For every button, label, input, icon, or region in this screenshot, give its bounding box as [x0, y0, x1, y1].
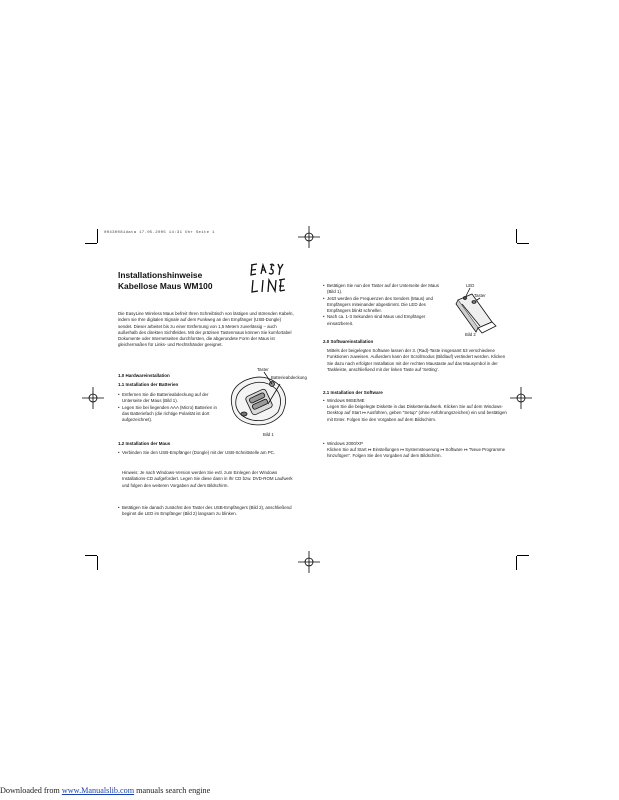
windows-2000-instructions: Klicken Sie auf Start ↦ Einstellungen ↦ Systemsteuerung ↦ Software ↦ "Neue Programme hinzufügen". Folgen Sie den Vorgaben auf dem Bildschirm. — [327, 447, 506, 459]
list-item: • Entfernen Sie die Batterieabdeckung auf der Unterseite der Maus (Bild 1). — [118, 392, 222, 405]
figure-1-caption: Bild 1 — [263, 432, 274, 437]
registration-mark-bottom — [298, 551, 320, 573]
figure-2-label-led: LED — [466, 283, 475, 288]
pairing-steps-list — [323, 283, 447, 327]
section-1-heading: 1.0 Hardwareinstallation — [118, 373, 170, 378]
registration-mark-right — [510, 387, 532, 409]
battery-steps-list — [118, 392, 222, 423]
section-2-1-heading: 2.1 Installation der Software — [323, 390, 383, 395]
section-2-heading: 2.0 Softwareinstallation — [323, 339, 374, 344]
windows-98-instructions: Legen Sie die beigelegte Diskette in das Diskettenlaufwerk. Klicken Sie auf dem Windows-Desktop auf Start ↦ Ausführen, geben "Setup" (ohne Anführungszeichen) ein und bestätigen mit Enter. Folgen Sie den Vorgaben auf dem Bildschirm. — [327, 404, 507, 422]
software-intro-paragraph: Mittels der beigelegten Software lassen der 3. (Rad)-Taste insgesamt 53 verschiedene Funktionen zuweisen. Außerdem kann der Scrollmodus (Bildlauf) verändert werden. Klicken Sie dazu nach erfolgter Installation mit der rechten Maustaste auf das Mausymbol in der Taskleiste, anschließend mit der linken Taste auf 'Setting'. — [327, 348, 506, 372]
figure-2-caption: Bild 2 — [465, 332, 476, 337]
registration-mark-left — [82, 387, 104, 409]
mouse-setup-step-2 — [118, 505, 296, 518]
list-item: • Verbinden Sie den USB-Empfänger (Dongle) mit der USB-Schnittstelle am PC. — [118, 450, 296, 456]
list-item: • Betätigen Sie danach zunächst den Taster des USB-Empfängers (Bild 2), anschließend beginnt die LED im Empfänger (Bild 2) langsam zu blinken. — [118, 505, 296, 518]
page-title — [118, 270, 268, 292]
footer-suffix: manuals search engine — [134, 786, 211, 795]
print-slug: 00430081data 17.05.2005 14:31 Uhr Seite 1 — [104, 231, 215, 235]
figure-1-label-battery: Batterieabdeckung — [271, 375, 307, 380]
manualslib-link[interactable]: www.Manualslib.com — [61, 786, 135, 795]
windows-cd-note: Hinweis: Je nach Windows-Version werden Sie evtl. zum Einlegen der Windows Installations-CD aufgefordert. Legen Sie diese dann in Ihr CD bzw. DVD-ROM Laufwerk und folgen den weiteren Vorgaben auf dem Bildschirm. — [122, 470, 293, 488]
mouse-setup-step-1 — [118, 450, 296, 456]
section-1-2-heading: 1.2 Installation der Maus — [118, 441, 171, 446]
list-item: • Legen Sie bei liegenden AAA (Micro) Batterien in das Batteriefach (die richtige Polarität ist dort aufgezeichnet). — [118, 405, 222, 424]
registration-mark-top — [298, 226, 320, 248]
list-item: • Jetzt werden die Frequenzen des Senders (Maus) und Empfängers miteinander abgestimmt. Die LED des Empfängers blinkt schneller. — [323, 296, 447, 315]
title-line-2: Kabellose Maus WM100 — [118, 281, 213, 291]
figure-2-label-taster: Taster — [474, 293, 486, 298]
list-item: • Betätigen Sie nun den Taster auf der Unterseite der Maus (Bild 1). — [323, 283, 447, 296]
figure-1-label-taster: Taster — [257, 367, 269, 372]
windows-98-label: • Windows 98SE/ME — [323, 398, 503, 404]
easyline-logo — [248, 261, 286, 297]
title-line-1: Installationshinweise — [118, 270, 203, 280]
intro-paragraph: Die EasyLine Wireless Maus befreit Ihren Schreibtisch von lästigen und störenden Kabeln, indem sie Ihre digitalen Signale auf dem Funkweg an den Empfänger (USB-Dongle) sendet. Dieser arbeitet bis zu einer Entfernung von 1,5 Metern zuverlässig – auch außerhalb des direkten Sichtfeldes. Mit der präzisen Tastenmaus können Sie komfortabel Dokumente oder Internetseiten durchforsten, die abgerundete Form der Maus ist gleichermaßen für Links- und Rechtshänder geeignet. — [118, 311, 294, 348]
mouse-underside-illustration — [222, 370, 307, 432]
windows-2000-label: • Windows 2000/XP — [323, 441, 503, 447]
download-footer — [0, 786, 210, 795]
footer-prefix: Downloaded from — [0, 786, 62, 795]
usb-dongle-illustration — [452, 286, 502, 336]
section-1-1-heading: 1.1 Installation der Batterien — [118, 382, 179, 387]
list-item: • Nach ca. 1-3 Sekunden sind Maus und Empfänger einsatzbereit. — [323, 314, 447, 327]
